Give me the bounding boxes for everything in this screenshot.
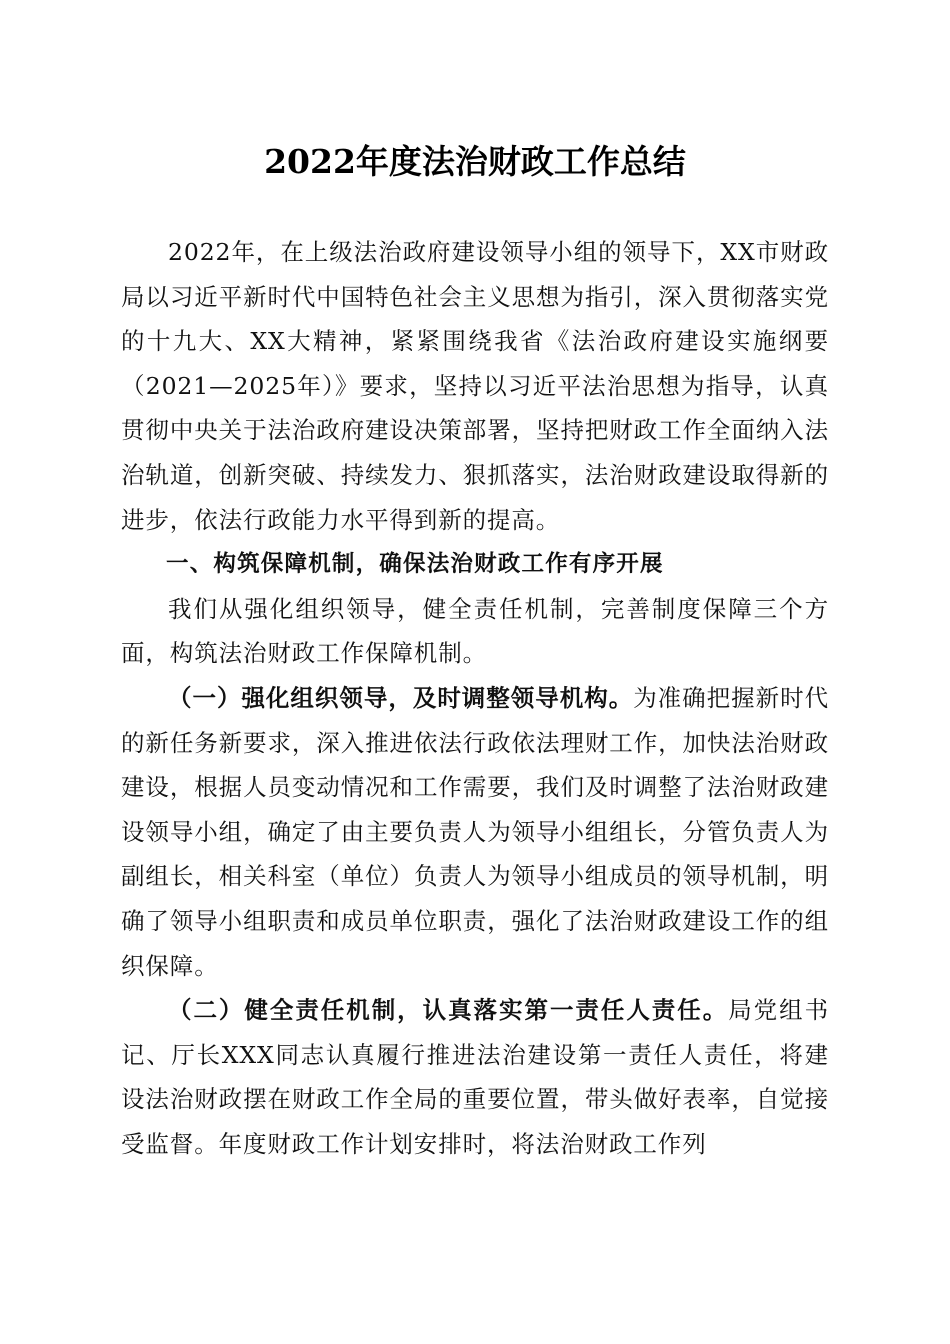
subsection-text-2: 局党组书记、厅长XXX同志认真履行推进法治建设第一责任人责任，将建设法治财政摆在财政工作全局的重要位置，带头做好表率，自觉接受监督。年度财政工作计划安排时，将法治财政工作列 xyxy=(121,996,829,1158)
intro-paragraph: 2022年，在上级法治政府建设领导小组的领导下，XX市财政局以习近平新时代中国特色社会主义思想为指引，深入贯彻落实党的十九大、XX大精神，紧紧围绕我省《法治政府建设实施纲要（2021—2025年）》要求，坚持以习近平法治思想为指导，认真贯彻中央关于法治政府建设决策部署，坚持把财政工作全面纳入法治轨道，创新突破、持续发力、狠抓落实，法治财政建设取得新的进步，依法行政能力水平得到新的提高。 xyxy=(121,238,829,534)
subsection-lead-1: （一）强化组织领导，及时调整领导机构。 xyxy=(168,683,634,712)
subsection-text-1: 为准确把握新时代的新任务新要求，深入推进依法行政依法理财工作，加快法治财政建设，根据人员变动情况和工作需要，我们及时调整了法治财政建设领导小组，确定了由主要负责人为领导小组组长，分管负责人为副组长，相关科室（单位）负责人为领导小组成员的领导机制，明确了领导小组职责和成员单位职责，强化了法治财政建设工作的组织保障。 xyxy=(121,683,829,980)
section-heading: 一、构筑保障机制，确保法治财政工作有序开展 xyxy=(166,551,664,578)
document-title: 2022年度法治财政工作总结 xyxy=(264,142,686,181)
subsection-lead-2: （二）健全责任机制，认真落实第一责任人责任。 xyxy=(168,996,729,1025)
subsection-paragraph-2 xyxy=(121,988,829,1166)
document-body xyxy=(121,230,829,1166)
subsection-paragraph-1 xyxy=(121,676,829,988)
section-summary: 我们从强化组织领导，健全责任机制，完善制度保障三个方面，构筑法治财政工作保障机制。 xyxy=(121,594,829,668)
